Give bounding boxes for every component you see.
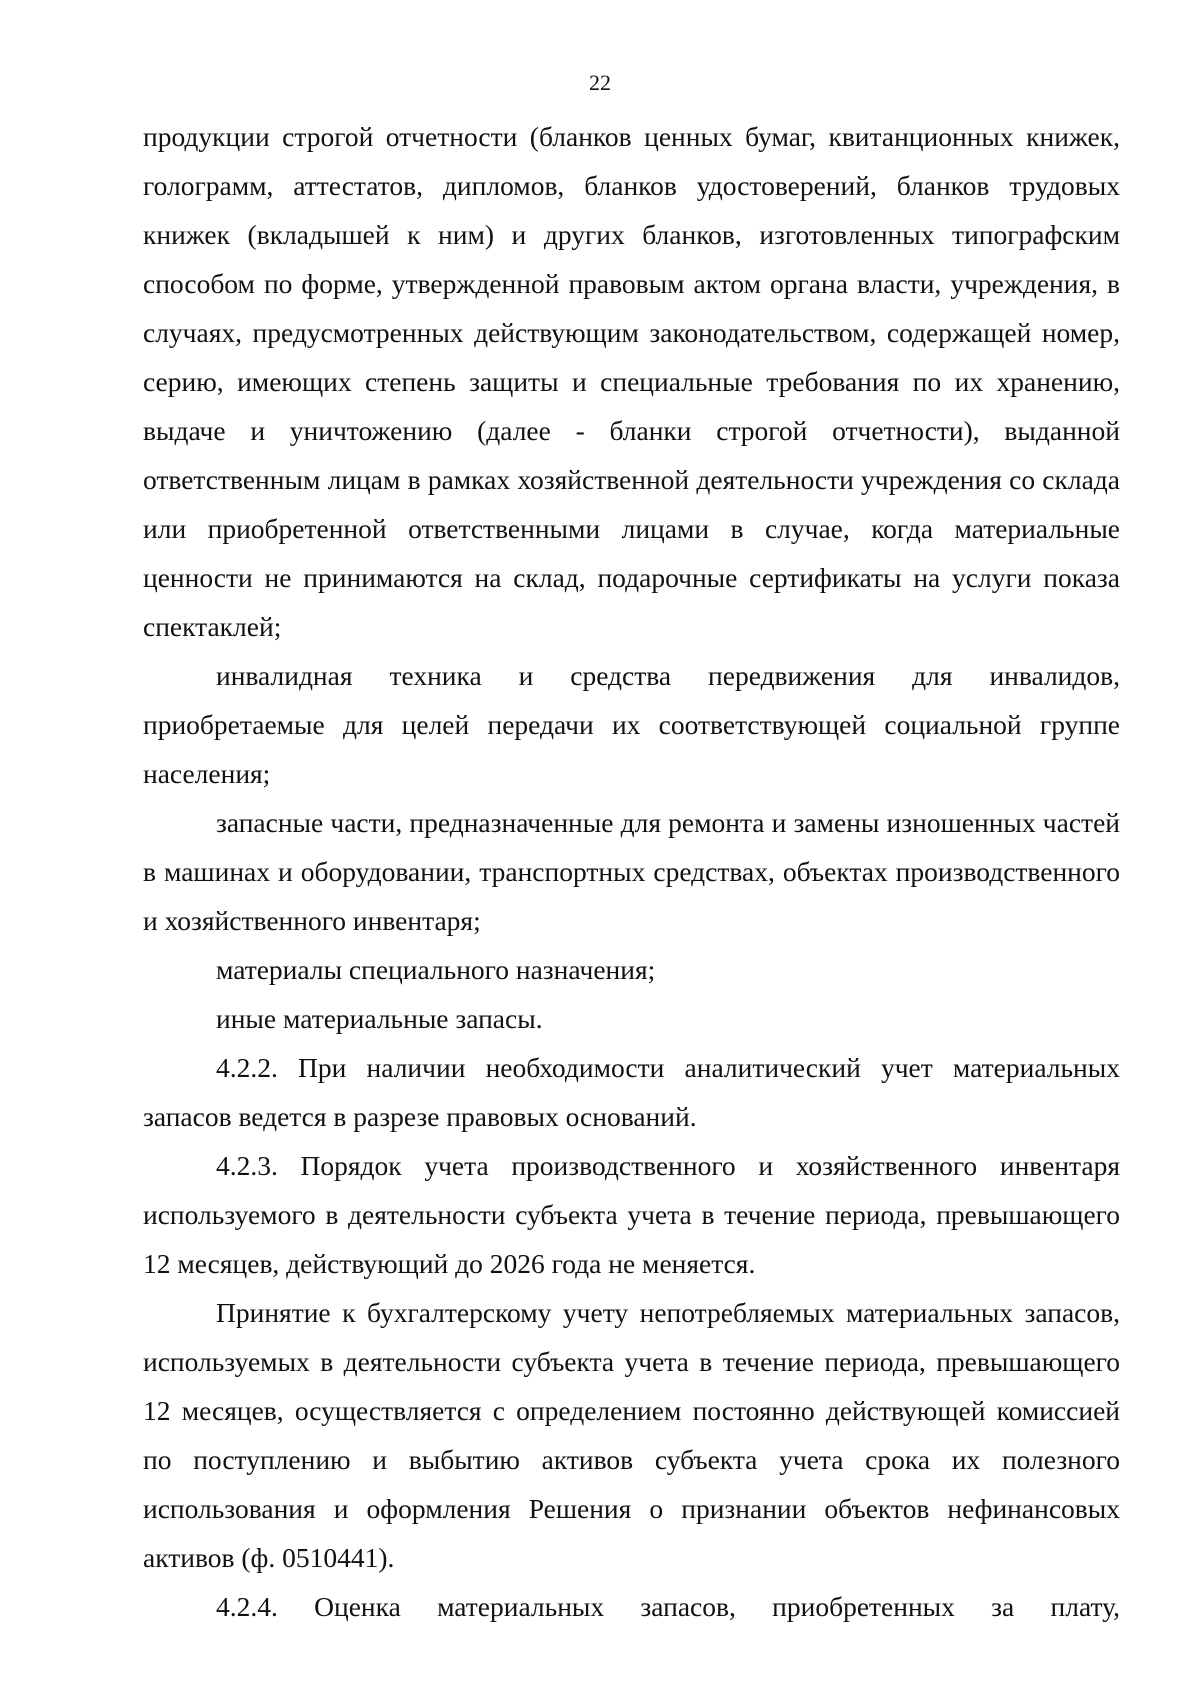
page-number: 22: [589, 70, 611, 95]
paragraph-blank-forms-continuation: продукции строгой отчетности (бланков ценных бумаг, квитанционных книжек, голограмм, аттестатов, дипломов, бланков удостоверений, бланков трудовых книжек (вкладышей к ним) и других бланков, изготовленных типографским способом по форме, утвержденной правовым актом органа власти, учреждения, в случаях, предусмотренных действующим законодательством, содержащей номер, серию, имеющих степень защиты и специальные требования по их хранению, выдаче и уничтожению (далее - бланки строгой отчетности), выданной ответственным лицам в рамках хозяйственной деятельности учреждения со склада или приобретенной ответственными лицами в случае, когда материальные ценности не принимаются на склад, подарочные сертификаты на услуги показа спектаклей;: [143, 121, 1120, 642]
paragraph-section-4-2-3: 4.2.3. Порядок учета производственного и хозяйственного инвентаря используемого в деятельности субъекта учета в течение периода, превышающего 12 месяцев, действующий до 2026 года не меняется.: [143, 1150, 1120, 1279]
paragraph-acceptance-accounting: Принятие к бухгалтерскому учету непотребляемых материальных запасов, используемых в деятельности субъекта учета в течение периода, превышающего 12 месяцев, осуществляется с определением постоянно действующей комиссией по поступлению и выбытию активов субъекта учета срока их полезного использования и оформления Решения о признании объектов нефинансовых активов (ф. 0510441).: [143, 1297, 1120, 1573]
paragraph-special-materials: материалы специального назначения;: [216, 954, 656, 985]
paragraph-disability-equipment: инвалидная техника и средства передвижения для инвалидов, приобретаемые для целей передачи их соответствующей социальной группе населения;: [143, 660, 1120, 789]
paragraph-other-inventories: иные материальные запасы.: [216, 1003, 543, 1034]
document-body: [143, 112, 1120, 1631]
paragraph-section-4-2-4: 4.2.4. Оценка материальных запасов, приобретенных за плату,: [216, 1591, 1120, 1622]
paragraph-section-4-2-2: 4.2.2. При наличии необходимости аналитический учет материальных запасов ведется в разрезе правовых оснований.: [143, 1052, 1120, 1132]
paragraph-spare-parts: запасные части, предназначенные для ремонта и замены изношенных частей в машинах и оборудовании, транспортных средствах, объектах производственного и хозяйственного инвентаря;: [143, 807, 1120, 936]
